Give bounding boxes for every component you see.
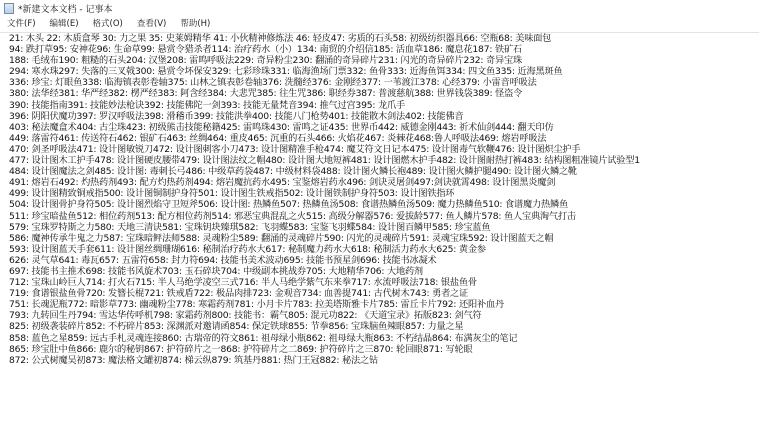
text-line: 511: 珍宝暗盐鱼512: 相位药剂513: 配方相位药剂514: 邪恶宝典混乱之火515: 高级分解器576: 爱拔龄577: 鱼人鳞片578: 鱼人宝典淘气打击 [9,210,576,222]
text-line: 865: 珍宝肚中鱼866: 鹿尔的秘钥867: 护符碎片之一868: 护符碎片之二869: 护符碎片之三870: 轮回眼871: 写轮眼 [9,343,473,355]
text-line: 336: 珍宝: 灯眼鱼338: 临海镇表彰卷轴375: 山林之镇表彰卷轴376: 洗髓经376: 金刚经377: 一苇渡江378: 心经379: 小雷音呼吸法 [9,77,537,89]
menu-edit[interactable]: 编辑(E) [49,19,79,29]
notepad-icon [4,3,14,14]
text-line: 396: 阴阳伏魔功397: 罗汉呼吸法398: 滑稽币399: 技能洪拳400: 技能八门枪势401: 技能散木剑法402: 技能佛音 [9,110,464,122]
menu-format[interactable]: 格式(O) [92,19,123,29]
menu-view[interactable]: 查看(V) [136,19,167,29]
text-line: 626: 灵气草641: 毒瓦657: 五雷符658: 封力符694: 技能书美术波动695: 技能书预星剑696: 技能书冰凝术 [9,254,437,266]
text-line: 403: 秘法魔盒术404: 古尘珠423: 初级熊击技能秘籍425: 雷鸣珠430: 雷鸣之证435: 世界币442: 威德金刚443: 祈术仙剑444: 翻天印仿 [9,121,554,133]
text-line: 751: 长魂泥瓶772: 暗影草773: 幽魂粉尘778: 寒霜药剂781: 小月卡片783: 拉美塔斯雅卡片785: 雷丘卡片792: 还阳补血丹 [9,299,504,311]
text-line: 872: 公式树魔吴初873: 魔法格文罐初874: 梯云纵879: 筑基丹881: 热门王冠882: 秘法之钻 [9,354,378,366]
text-line: 484: 设计图魔法之剑485: 设计图: 毒刺长弓486: 中级草药袋487: 中级材料袋488: 设计图火鳞长袍489: 设计图火鳞护腿490: 设计图火鳞之靴 [9,166,577,178]
text-line: 470: 剑圣呼吸法471: 设计图敏锐刀472: 设计图刺客小刀473: 设计图精准手枪474: 魔艾符文日记本475: 设计图毒气软鞭476: 设计图炽尘护手 [9,143,581,155]
text-line: 697: 技能书主推术698: 技能书风旋术703: 玉石碎块704: 中级副本挑战券705: 大地精华706: 大地药剂 [9,265,423,277]
window-title: *新建文本文档 - 记事本 [18,5,113,15]
text-line: 449: 落雷符461: 传送符石462: 银矿石463: 丝绸464: 重皮465: 沉重的石头466: 火焰花467: 炎棘花468:鲁人呼吸法469: 熔岩呼吸法 [9,132,547,144]
menu-file[interactable]: 文件(F) [7,19,36,29]
menu-help[interactable]: 帮助(H) [180,19,211,29]
text-line: 579: 宝珠罗特斯之力580: 天地三清诀581: 宝珠钥块臻琪582: 飞羽蝶583: 宝鉴飞羽蝶584: 设计图百鳞甲585: 珍宝蓝鱼 [9,221,491,233]
text-editor[interactable] [0,33,757,422]
text-line: 491: 熔岩石492: 灼热药剂493: 配方灼热药剂494: 熔岩魔抗药水495: 宝鉴熔岩药水496: 剑诀灵屠剑497:剑诀就霄498: 设计图黑炎魔剑 [9,177,556,189]
text-line: 390: 技能指南391: 技能妙法枪诀392: 技能佛陀一剑393: 技能无量梵音394: 推气过宫395: 龙爪手 [9,99,405,111]
text-line: 593: 设计图蓝天手套611: 设计图丝绸珊瑚616: 秘制治疗药水大617: 秘制魔力药水大618: 秘制活力药水大625: 黄金参 [9,243,486,255]
text-line: 94: 跌打草95: 安神花96: 生命草99: 悬赏令猎杀者114: 治疗药水（小）134: 南贸的介绍信185: 活血草186: 魔息花187: 铁矿石 [9,44,522,56]
text-line: 477: 设计图木工护手478: 设计图硬皮腰带479: 设计图法纹之帽480: 设计图大地短裤481: 设计图燃木护手482: 设计图耐热打裤483: 结构图粗准镜片试验型1 [9,155,640,167]
text-line: 793: 九转回生丹794: 雪达华传呼机798: 家霜药剂800: 技能书：霸气805: 混元功822: 《天道宝录》拓版823: 剑气符 [9,310,482,322]
text-line: 586: 魔神传承牛鬼之力587: 宝珠暗鲆法师588: 灵魂粉尘589: 翻涌的灵魂碎片590: 闪光的灵魂碎片591: 灵魂宝珠592: 设计图蓝天之帽 [9,232,554,244]
text-line: 712: 宝珠山岭巨人714: 打火石715: 半人马绝学凌空三式716: 半人马绝学紫气东来拳717: 水流呼吸法718: 银盐鱼骨 [9,277,477,289]
text-line: 188: 毛绒布190: 粗糙的石头204: 汉堡208: 雷鸣呼吸法229: 奇异粉尘230: 翻涌的奇异碎片231: 闪光的奇异碎片232: 奇异宝珠 [9,55,522,67]
text-line: 719: 食谱银盐鱼骨720: 发簪长棍721: 铁戒盾722: 极品肉排723: 金观音734: 血善提741: 古代树木743: 勇者之证 [9,288,469,300]
text-line: 294: 寒水珠297: 失落的三叉戟300: 悬赏令坏保安329: 七彩珍珠331: 临海渔场门票332: 鱼骨333: 近海鱼饵334: 四文鱼335: 近海黑斑鱼 [9,66,563,78]
text-line: 499: 设计图精致铜戒指500: 设计图铜制护身符501: 设计图生铁戒指502: 设计图铁制护身符503: 设计图铁指环 [9,188,455,200]
text-line: 858: 蓝色之星859: 远古手札灵魂连接860: 古瑞帝的符文861: 祖母绿小瓶862: 祖母绿大瓶863: 不朽结晶864: 布满灰尘的笔记 [9,332,518,344]
text-line: 825: 初级袭装碎片852: 不朽碎片853: 深渊派对邀请函854: 保定铁球855: 节拳856: 宝珠脑鱼辣眼857: 力量之星 [9,321,464,333]
menu-bar [0,17,759,33]
title-bar [0,0,759,17]
text-line: 21: 木头 22: 木质盒琴 30: 力之果 35: 史莱姆精华 41: 小伙精神修炼法 46: 轻皮47: 劣质的石头58: 初级纺织器具66: 空瓶68: 美味面包 [9,33,552,44]
text-line: 380: 法华经381: 华严经382: 楞严经383: 阿含经384: 大悲咒385: 往生咒386: 职经券387: 普渡慈航388: 世界钱袋389: 怪盗令 [9,88,523,100]
text-line: 504: 设计图骨护身符505: 设计图烈焰守卫短斧506: 设计图: 热鳞鱼507: 热鳞鱼汤508: 食谱热鳞鱼汤509: 魔力热鳞鱼510: 食谱魔力热鳞鱼 [9,199,568,211]
